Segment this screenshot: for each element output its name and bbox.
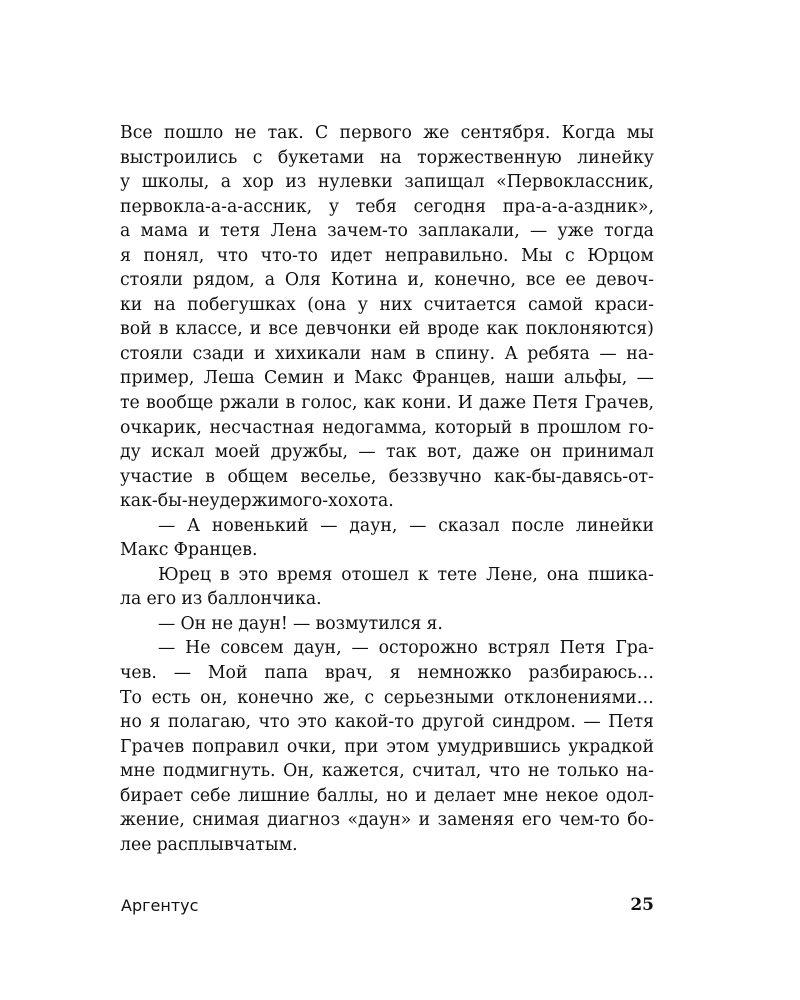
text-line: пример, Леша Семин и Макс Францев, наши альфы, — bbox=[120, 368, 654, 389]
text-line: ду искал моей дружбы, — так вот, даже он принимал bbox=[120, 442, 654, 463]
text-line: я понял, что что-то идет неправильно. Мы с Юрцом bbox=[120, 245, 654, 266]
text-line: вой в классе, и все девчонки ей вроде как поклоняются) bbox=[120, 319, 654, 340]
text-line: — А новенький — даун, — сказал после линейки bbox=[158, 515, 654, 536]
text-line: а мама и тетя Лена зачем-то заплакали, — уже тогда bbox=[120, 221, 654, 242]
text-line: стояли рядом, а Оля Котина и, конечно, все ее девоч- bbox=[120, 270, 654, 291]
text-line: очкарик, несчастная недогамма, который в прошлом го- bbox=[120, 417, 654, 438]
text-line: те вообще ржали в голос, как кони. И даже Петя Грачев, bbox=[120, 393, 654, 414]
text-line: лее расплывчатым. bbox=[120, 834, 298, 855]
text-line: участие в общем веселье, беззвучно как-бы-давясь-от- bbox=[120, 466, 654, 487]
text-line: первокла-а-а-ассник, у тебя сегодня пра-а-а-аздник», bbox=[120, 196, 654, 217]
text-line: бирает себе лишние баллы, но и делает мне некое одол- bbox=[120, 785, 654, 806]
text-line: жение, снимая диагноз «даун» и заменяя его чем-то бо- bbox=[120, 810, 654, 831]
text-line: как-бы-неудержимого-хохота. bbox=[120, 491, 394, 512]
text-line: у школы, а хор из нулевки запищал «Первоклассник, bbox=[120, 172, 654, 193]
text-line: — Не совсем даун, — осторожно встрял Петя Гра- bbox=[158, 638, 654, 659]
body-text bbox=[120, 121, 654, 857]
text-line: Макс Францев. bbox=[120, 540, 258, 561]
page-number: 25 bbox=[630, 895, 654, 915]
text-line: Все пошло не так. С первого же сентября. Когда мы bbox=[120, 123, 654, 143]
text-line: Грачев поправил очки, при этом умудрившись украдкой bbox=[120, 736, 654, 757]
text-line: То есть он, конечно же, с серьезными отклонениями… bbox=[120, 687, 654, 708]
text-line: ла его из баллончика. bbox=[120, 589, 322, 610]
text-line: но я полагаю, что это какой-то другой синдром. — Петя bbox=[120, 712, 654, 733]
publisher-name: Аргентус bbox=[121, 896, 199, 915]
text-line: стояли сзади и хихикали нам в спину. А ребята — на- bbox=[120, 343, 654, 364]
text-line: Юрец в это время отошел к тете Лене, она пшика- bbox=[158, 564, 654, 585]
text-line: — Он не даун! — возмутился я. bbox=[158, 613, 443, 634]
text-line: чев. — Мой папа врач, я немножко разбираюсь… bbox=[120, 663, 654, 684]
text-line: ки на побегушках (она у них считается самой краси- bbox=[120, 294, 654, 315]
text-line: мне подмигнуть. Он, кажется, считал, что не только на- bbox=[120, 761, 654, 782]
text-line: выстроились с букетами на торжественную линейку bbox=[120, 147, 654, 168]
